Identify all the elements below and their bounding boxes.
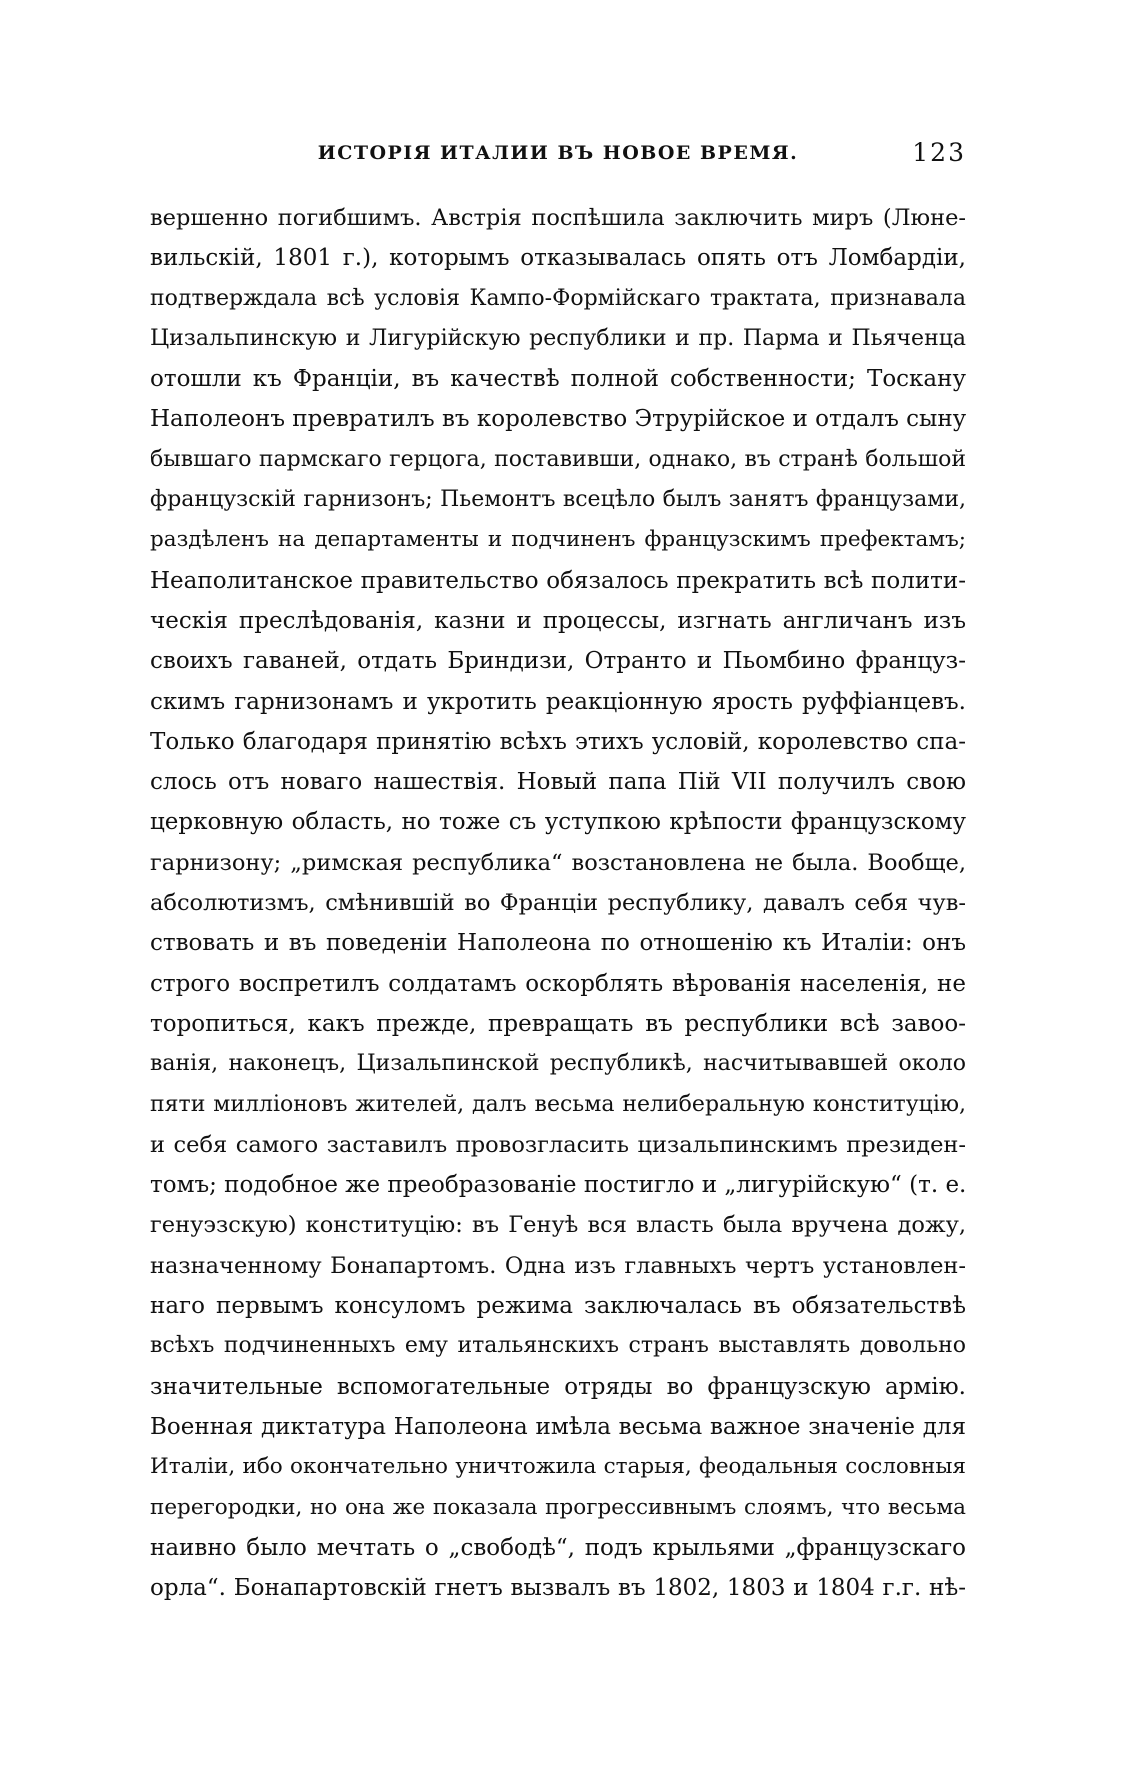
- text-line: скимъ гарнизонамъ и укротить реакціонную ярость руффіанцевъ.: [150, 688, 966, 715]
- text-line: орла“. Бонапартовскій гнетъ вызвалъ въ 1802, 1803 и 1804 г.г. нѣ-: [150, 1575, 966, 1602]
- text-line: ствовать и въ поведеніи Наполеона по отношенію къ Италіи: онъ: [150, 930, 966, 957]
- text-line: вершенно погибшимъ. Австрія поспѣшила заключить миръ (Люне-: [150, 205, 966, 231]
- text-line: наивно было мечтать о „свободѣ“, подъ крыльями „французскаго: [150, 1534, 966, 1561]
- text-line: ванія, наконецъ, Цизальпинской республикѣ, насчитывавшей около: [150, 1051, 966, 1077]
- text-line: пяти милліоновъ жителей, далъ весьма нелиберальную конституцію,: [150, 1091, 966, 1117]
- text-line: гарнизону; „римская республика“ возстановлена не была. Вообще,: [150, 849, 966, 876]
- text-line: раздѣленъ на департаменты и подчиненъ французскимъ префектамъ;: [150, 527, 966, 553]
- text-line: ческія преслѣдованія, казни и процессы, изгнать англичанъ изъ: [150, 607, 966, 634]
- text-line: назначенному Бонапартомъ. Одна изъ главныхъ чертъ установлен-: [150, 1252, 966, 1279]
- text-line: Военная диктатура Наполеона имѣла весьма важное значеніе для: [150, 1413, 966, 1440]
- text-line: Неаполитанское правительство обязалось прекратить всѣ полити-: [150, 567, 966, 594]
- text-line: генуэзскую) конституцію: въ Генуѣ вся власть была вручена дожу,: [150, 1212, 966, 1239]
- text-line: всѣхъ подчиненныхъ ему итальянскихъ странъ выставлять довольно: [150, 1333, 966, 1359]
- text-line: значительные вспомогательные отряды во французскую армію.: [150, 1373, 966, 1400]
- text-line: строго воспретилъ солдатамъ оскорблять вѣрованія населенія, не: [150, 970, 966, 997]
- running-header: [150, 138, 966, 174]
- text-line: томъ; подобное же преобразованіе постигло и „лигурійскую“ (т. е.: [150, 1172, 966, 1199]
- text-line: торопиться, какъ прежде, превращать въ республики всѣ завоо-: [150, 1010, 966, 1037]
- text-line: слось отъ новаго нашествія. Новый папа Пій VII получилъ свою: [150, 769, 966, 796]
- text-line: и себя самого заставилъ провозгласить цизальпинскимъ президен-: [150, 1131, 966, 1158]
- text-line: своихъ гаваней, отдать Бриндизи, Отранто и Пьомбино француз-: [150, 648, 966, 675]
- text-line: Только благодаря принятію всѣхъ этихъ условій, королевство спа-: [150, 728, 966, 755]
- text-line: вильскій, 1801 г.), которымъ отказывалась опять отъ Ломбардіи,: [150, 245, 966, 272]
- text-line: Италіи, ибо окончательно уничтожила старыя, феодальныя сословныя: [150, 1454, 966, 1480]
- page-number: 123: [912, 138, 966, 167]
- text-line: Наполеонъ превратилъ въ королевство Этрурійское и отдалъ сыну: [150, 406, 966, 433]
- text-line: бывшаго пармскаго герцога, поставивши, однако, въ странѣ большой: [150, 446, 966, 472]
- text-line: перегородки, но она же показала прогрессивнымъ слоямъ, что весьма: [150, 1494, 966, 1520]
- text-line: абсолютизмъ, смѣнившій во Франціи республику, давалъ себя чув-: [150, 890, 966, 917]
- text-line: подтверждала всѣ условія Кампо-Формійскаго трактата, признавала: [150, 285, 966, 311]
- text-line: отошли къ Франціи, въ качествѣ полной собственности; Тоскану: [150, 366, 966, 393]
- text-line: церковную область, но тоже съ уступкою крѣпости французскому: [150, 809, 966, 836]
- text-line: наго первымъ консуломъ режима заключалась въ обязательствѣ: [150, 1293, 966, 1320]
- body-text: [150, 198, 966, 1608]
- text-line: французскій гарнизонъ; Пьемонтъ всецѣло былъ занятъ французами,: [150, 487, 966, 513]
- text-line: Цизальпинскую и Лигурійскую республики и пр. Парма и Пьяченца: [150, 325, 966, 351]
- running-title: ИСТОРІЯ ИТАЛИИ ВЪ НОВОЕ ВРЕМЯ.: [317, 142, 799, 164]
